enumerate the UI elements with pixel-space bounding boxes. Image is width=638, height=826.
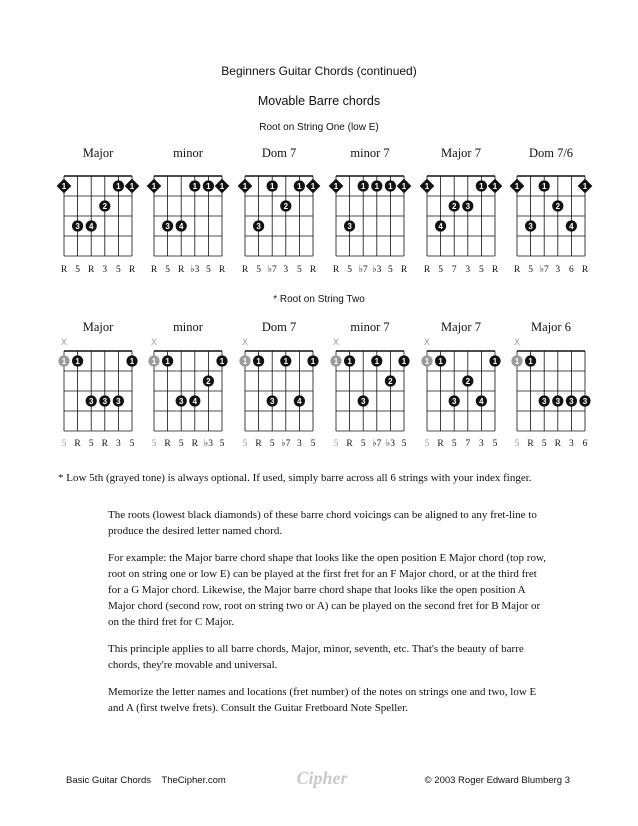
- finger-number: 2: [102, 202, 108, 211]
- interval-label: R: [400, 265, 408, 275]
- finger-number: 4: [569, 222, 574, 231]
- interval-label: 5: [424, 439, 430, 449]
- interval-label: 5: [219, 439, 225, 449]
- svg-text:Cipher: Cipher: [296, 768, 348, 788]
- chord-name: Major: [82, 146, 114, 160]
- finger-number: 1: [165, 357, 170, 366]
- finger-number: 1: [492, 357, 498, 366]
- footer-right: © 2003 Roger Edward Blumberg 3: [424, 775, 570, 786]
- footer-left: Basic Guitar Chords TheCipher.com: [66, 775, 226, 786]
- finger-number: 1: [151, 357, 157, 366]
- interval-label: 5: [165, 265, 170, 275]
- interval-label: R: [150, 265, 158, 275]
- finger-number: 1: [582, 182, 588, 191]
- chord-diagram: [147, 146, 230, 275]
- interval-label: ♭7: [281, 439, 291, 449]
- finger-number: 1: [479, 182, 484, 191]
- paragraph-roots: The roots (lowest black diamonds) of these barre chord voicings can be aligned to any fret-line to produce the desired letter named chord.: [108, 509, 537, 537]
- interval-label: 3: [116, 439, 121, 449]
- chord-diagram: [329, 146, 412, 275]
- chord-diagram: [57, 146, 140, 275]
- finger-number: 2: [451, 202, 457, 211]
- finger-number: 3: [451, 397, 457, 406]
- interval-label: R: [527, 439, 534, 449]
- interval-label: ♭3: [372, 265, 382, 275]
- interval-label: 5: [347, 265, 352, 275]
- finger-number: 1: [541, 182, 547, 191]
- finger-number: 1: [206, 182, 211, 191]
- finger-number: 1: [242, 357, 248, 366]
- muted-string-marker: X: [423, 337, 431, 347]
- finger-number: 3: [541, 397, 547, 406]
- interval-label: ♭7: [539, 265, 549, 275]
- interval-label: R: [332, 265, 340, 275]
- interval-label: 5: [151, 439, 157, 449]
- interval-label: R: [101, 439, 108, 449]
- finger-number: 1: [514, 357, 520, 366]
- finger-number: 2: [283, 202, 289, 211]
- interval-label: 5: [88, 439, 94, 449]
- footnote: * Low 5th (grayed tone) is always optional. If used, simply barre across all 6 strings with your index finger.: [58, 472, 532, 484]
- finger-number: 1: [129, 182, 135, 191]
- finger-number: 4: [479, 397, 484, 406]
- finger-number: 1: [514, 182, 520, 191]
- interval-label: 6: [582, 439, 588, 449]
- interval-label: 3: [465, 265, 471, 275]
- interval-label: ♭3: [385, 439, 396, 449]
- interval-label: 5: [401, 439, 407, 449]
- interval-label: R: [423, 265, 431, 275]
- finger-number: 4: [297, 397, 302, 406]
- finger-number: 1: [192, 182, 198, 191]
- interval-label: 5: [75, 265, 80, 275]
- chord-diagram: [148, 320, 227, 449]
- finger-number: 2: [555, 202, 561, 211]
- interval-label: ♭3: [190, 265, 200, 275]
- finger-number: 4: [438, 222, 443, 231]
- finger-number: 1: [61, 357, 67, 366]
- interval-label: R: [255, 439, 262, 449]
- interval-label: 5: [451, 439, 457, 449]
- chord-diagram: [239, 320, 318, 449]
- page-title: Beginners Guitar Chords (continued): [221, 64, 417, 78]
- finger-number: 3: [256, 222, 261, 231]
- chord-name: minor: [173, 320, 203, 334]
- interval-label: R: [128, 265, 136, 275]
- finger-number: 3: [569, 397, 574, 406]
- interval-label: 5: [528, 265, 533, 275]
- interval-label: 3: [479, 439, 484, 449]
- interval-label: R: [164, 439, 171, 449]
- finger-number: 1: [269, 182, 275, 191]
- finger-number: 2: [465, 377, 471, 386]
- interval-label: R: [437, 439, 444, 449]
- explanation-text: [108, 507, 548, 727]
- finger-number: 4: [88, 222, 94, 231]
- finger-number: 1: [388, 182, 393, 191]
- cipher-logo-icon: [286, 766, 358, 790]
- chord-name: minor 7: [350, 146, 390, 160]
- interval-label: 5: [479, 265, 484, 275]
- interval-label: 5: [492, 439, 498, 449]
- finger-number: 3: [465, 202, 471, 211]
- interval-label: 5: [333, 439, 339, 449]
- interval-label: ♭7: [372, 439, 382, 449]
- interval-label: R: [491, 265, 499, 275]
- finger-number: 1: [333, 357, 339, 366]
- interval-label: R: [88, 265, 95, 275]
- interval-label: 3: [297, 439, 302, 449]
- interval-label: ♭3: [203, 439, 214, 449]
- interval-label: 5: [206, 265, 211, 275]
- interval-label: 3: [102, 265, 108, 275]
- paragraph-example: For example: the Major barre chord shape that looks like the open position E Major chord (top row, root on string one or low E) can be played at the first fret for an F Major chord, or at the third fret for a G Major chord. Likewise, the Major barre chord shape that looks like the open position A Major chord (second row, root on string two or A) can be played on the second fret for B Major or on the third fret for C Major.: [108, 552, 546, 628]
- interval-label: 5: [269, 439, 275, 449]
- finger-number: 1: [116, 182, 121, 191]
- finger-number: 3: [75, 222, 80, 231]
- finger-number: 1: [256, 357, 261, 366]
- finger-number: 1: [310, 357, 316, 366]
- muted-string-marker: X: [513, 337, 521, 347]
- finger-number: 3: [555, 397, 561, 406]
- finger-number: 1: [283, 357, 289, 366]
- interval-label: R: [513, 265, 521, 275]
- finger-number: 1: [492, 182, 498, 191]
- interval-label: 5: [116, 265, 121, 275]
- interval-label: R: [346, 439, 353, 449]
- finger-number: 1: [401, 182, 407, 191]
- interval-label: 7: [451, 265, 457, 275]
- interval-label: 5: [61, 439, 67, 449]
- finger-number: 1: [360, 182, 366, 191]
- chord-diagram: [510, 146, 593, 275]
- finger-number: 4: [192, 397, 198, 406]
- finger-number: 1: [75, 357, 80, 366]
- interval-label: 5: [388, 265, 393, 275]
- finger-number: 1: [528, 357, 533, 366]
- interval-label: R: [554, 439, 561, 449]
- page-subtitle: Movable Barre chords: [257, 94, 381, 108]
- chord-diagram: [238, 146, 321, 275]
- finger-number: 3: [102, 397, 108, 406]
- interval-label: 5: [129, 439, 135, 449]
- interval-label: 5: [242, 439, 248, 449]
- interval-label: R: [74, 439, 81, 449]
- finger-number: 1: [151, 182, 157, 191]
- finger-number: 1: [374, 357, 380, 366]
- finger-number: 3: [347, 222, 352, 231]
- interval-label: 5: [514, 439, 520, 449]
- chord-name: Dom 7: [261, 146, 297, 160]
- finger-number: 1: [424, 357, 430, 366]
- interval-label: R: [309, 265, 317, 275]
- interval-label: 7: [465, 439, 471, 449]
- finger-number: 1: [424, 182, 430, 191]
- finger-number: 3: [582, 397, 588, 406]
- chord-diagram: [330, 320, 409, 449]
- finger-number: 1: [297, 182, 302, 191]
- muted-string-marker: X: [60, 337, 68, 347]
- finger-number: 3: [116, 397, 121, 406]
- chord-diagram: [58, 320, 137, 449]
- finger-number: 3: [88, 397, 94, 406]
- finger-number: 1: [61, 182, 67, 191]
- finger-number: 4: [178, 222, 184, 231]
- chord-name: Major 7: [441, 320, 481, 334]
- finger-number: 3: [360, 397, 366, 406]
- interval-label: R: [241, 265, 249, 275]
- chord-name: Dom 7: [261, 320, 297, 334]
- finger-number: 1: [333, 182, 339, 191]
- finger-number: 1: [310, 182, 316, 191]
- muted-string-marker: X: [332, 337, 340, 347]
- interval-label: 5: [360, 439, 366, 449]
- chord-name: Major: [82, 320, 114, 334]
- interval-label: R: [178, 265, 185, 275]
- interval-label: ♭7: [267, 265, 277, 275]
- interval-label: 3: [555, 265, 561, 275]
- finger-number: 1: [242, 182, 248, 191]
- interval-label: 5: [438, 265, 443, 275]
- paragraph-memorize: Memorize the letter names and locations (fret number) of the notes on strings one and two, low E and A (first twelve frets). Consult the Guitar Fretboard Note Speller.: [108, 686, 537, 714]
- interval-label: 5: [178, 439, 184, 449]
- interval-label: R: [60, 265, 68, 275]
- finger-number: 2: [388, 377, 393, 386]
- chord-diagram: [421, 320, 500, 449]
- interval-label: 5: [297, 265, 302, 275]
- interval-label: 5: [310, 439, 316, 449]
- chord-name: minor: [173, 146, 203, 160]
- chord-name: Dom 7/6: [528, 146, 574, 160]
- interval-label: 6: [569, 265, 574, 275]
- section-heading-root-string-two: * Root on String Two: [273, 294, 365, 305]
- chord-name: Major 7: [441, 146, 481, 160]
- chord-diagram: [511, 320, 590, 449]
- chord-name: minor 7: [350, 320, 390, 334]
- paragraph-principle: This principle applies to all barre chords, Major, minor, seventh, etc. That's the beauty of barre chords, they're movable and universal.: [108, 643, 524, 671]
- muted-string-marker: X: [241, 337, 249, 347]
- chord-name: Major 6: [531, 320, 571, 334]
- interval-label: R: [581, 265, 589, 275]
- finger-number: 1: [438, 357, 443, 366]
- finger-number: 3: [165, 222, 170, 231]
- finger-number: 1: [401, 357, 407, 366]
- interval-label: R: [191, 439, 198, 449]
- finger-number: 3: [269, 397, 275, 406]
- interval-label: 5: [541, 439, 547, 449]
- finger-number: 1: [374, 182, 380, 191]
- finger-number: 2: [206, 377, 211, 386]
- interval-label: 5: [256, 265, 261, 275]
- finger-number: 1: [347, 357, 352, 366]
- finger-number: 3: [178, 397, 184, 406]
- section-heading-root-string-one: Root on String One (low E): [259, 122, 379, 133]
- finger-number: 1: [219, 357, 225, 366]
- finger-number: 1: [219, 182, 225, 191]
- finger-number: 1: [129, 357, 135, 366]
- interval-label: ♭7: [358, 265, 368, 275]
- interval-label: 3: [569, 439, 574, 449]
- finger-number: 3: [528, 222, 533, 231]
- chord-diagram: [420, 146, 503, 275]
- interval-label: R: [218, 265, 226, 275]
- interval-label: 3: [283, 265, 289, 275]
- muted-string-marker: X: [150, 337, 158, 347]
